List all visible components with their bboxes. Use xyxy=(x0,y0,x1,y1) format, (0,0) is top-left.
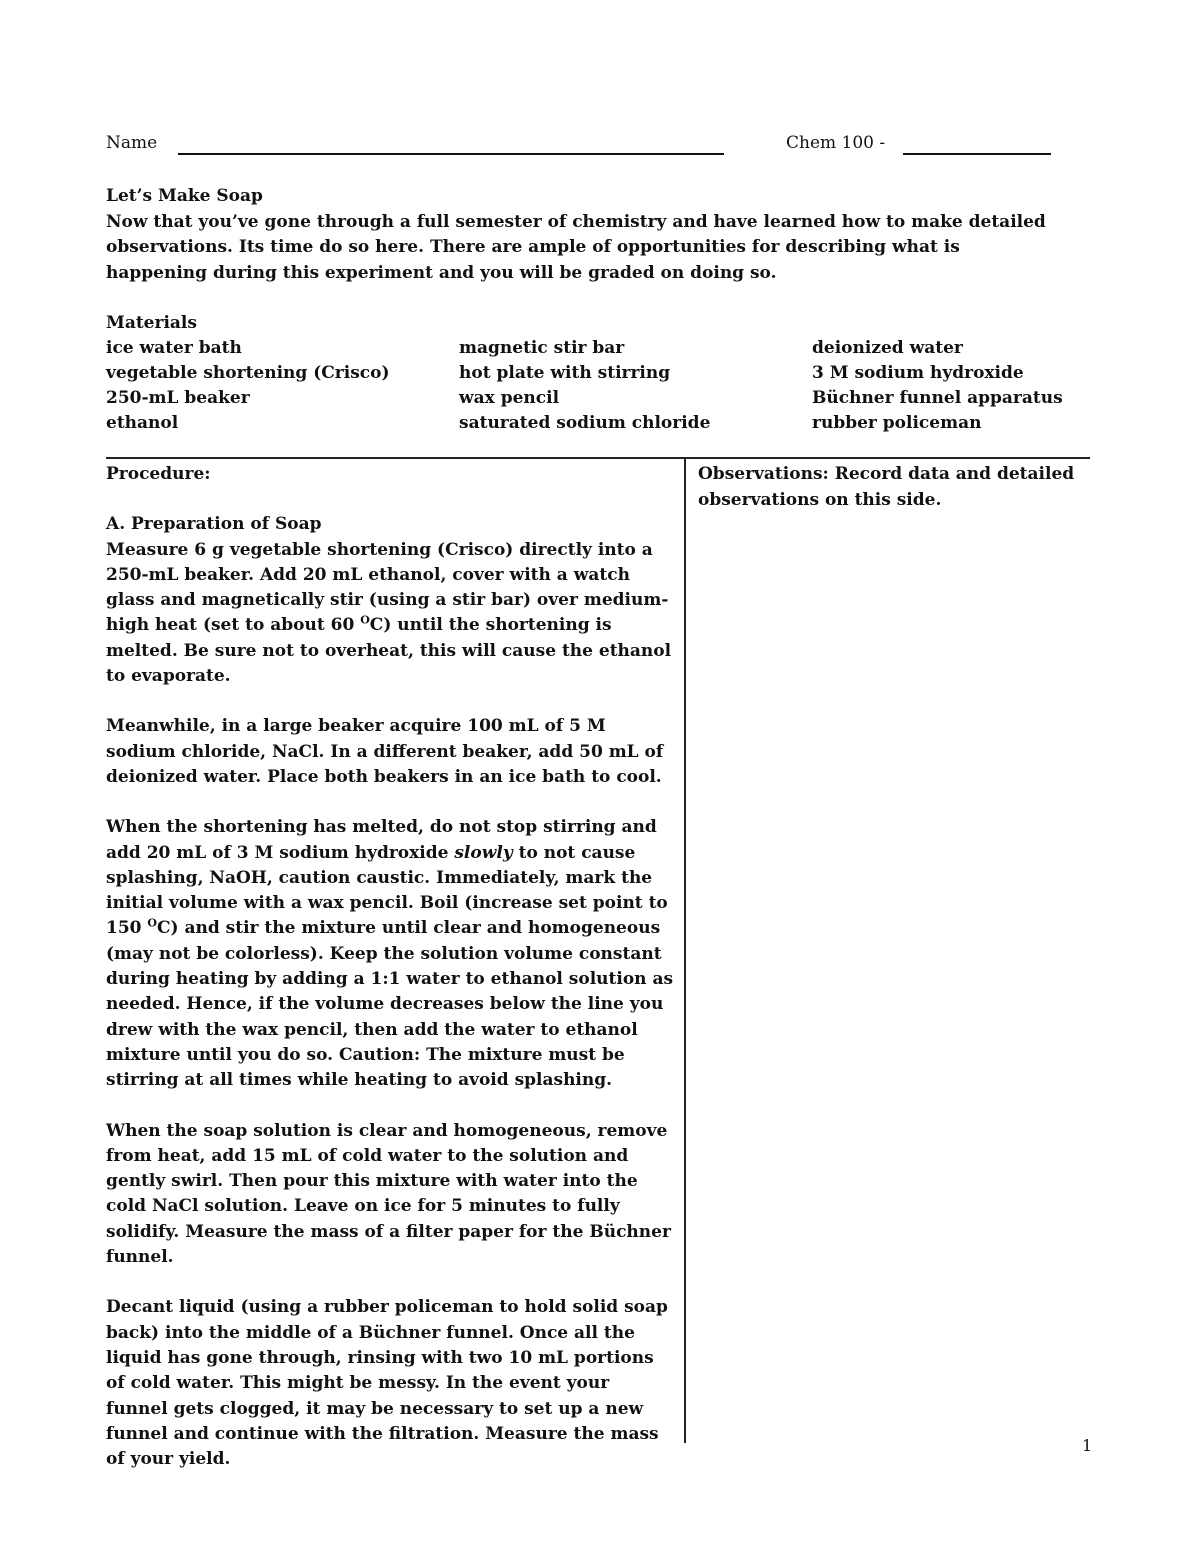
table-top-rule xyxy=(106,457,1090,459)
material-item: rubber policeman xyxy=(812,413,982,433)
observations-column xyxy=(698,462,1088,513)
document-title: Let’s Make Soap xyxy=(106,186,263,206)
observations-heading: Observations: Record data and detailed observations on this side. xyxy=(698,464,1075,510)
course-label: Chem 100 - xyxy=(786,133,886,153)
material-item: Büchner funnel apparatus xyxy=(812,388,1063,408)
material-item: 250-mL beaker xyxy=(106,388,250,408)
material-item: 3 M sodium hydroxide xyxy=(812,363,1024,383)
materials-list xyxy=(106,336,1066,436)
column-divider xyxy=(684,458,686,1443)
name-label: Name xyxy=(106,133,158,153)
intro-paragraph: Now that you’ve gone through a full semester of chemistry and have learned how to make detailed observations. Its time do so here. There are ample of opportunities for describing what is happening during this experiment and you will be graded on doing so. xyxy=(106,211,1046,283)
degree-mark: O xyxy=(147,916,157,930)
procedure-paragraph-5: Decant liquid (using a rubber policeman to hold solid soap back) into the middle of a Büchner funnel. Once all the liquid has gone through, rinsing with two 10 mL portions of cold water. This might be messy. In the event your funnel gets clogged, it may be necessary to set up a new funnel and continue with the filtration. Measure the mass of your yield. xyxy=(106,1297,668,1470)
procedure-paragraph-3: When the shortening has melted, do not stop stirring and add 20 mL of 3 M sodium hydroxide slowly to not cause splashing, NaOH, caution caustic. Immediately, mark the initial volume with a wax pencil. Boil (increase set point to 150 $^O$C) and stir the mixture until clear and homogeneous (may not be colorless). Keep the solution volume constant during heating by adding a 1:1 water to ethanol solution as needed. Hence, if the volume decreases below the line you drew with the wax pencil, then add the water to ethanol mixture until you do so. Caution: The mixture must be stirring at all times while heating to avoid splashing. xyxy=(106,817,674,1091)
material-item: magnetic stir bar xyxy=(459,338,625,358)
procedure-column xyxy=(106,462,676,1497)
header-row xyxy=(106,133,1056,159)
material-item: vegetable shortening (Crisco) xyxy=(106,363,390,383)
procedure-paragraph-1: Measure 6 g vegetable shortening (Crisco) directly into a 250-mL beaker. Add 20 mL ethanol, cover with a watch glass and magnetically stir (using a stir bar) over medium-high heat (set to about 60 $^O$C) until the shortening is melted. Be sure not to overheat, this will cause the ethanol to evaporate. xyxy=(106,539,672,687)
material-item: saturated sodium chloride xyxy=(459,413,711,433)
material-item: hot plate with stirring xyxy=(459,363,671,383)
procedure-paragraph-2: Meanwhile, in a large beaker acquire 100 mL of 5 M sodium chloride, NaCl. In a different beaker, add 50 mL of deionized water. Place both beakers in an ice bath to cool. xyxy=(106,716,664,787)
material-item: wax pencil xyxy=(459,388,560,408)
materials-section xyxy=(106,311,1066,436)
procedure-heading: Procedure: xyxy=(106,464,211,484)
section-a-heading: A. Preparation of Soap xyxy=(106,514,322,535)
course-blank-line xyxy=(903,153,1051,155)
emphasis-slowly: slowly xyxy=(454,842,513,863)
material-item: ice water bath xyxy=(106,338,242,358)
material-item: deionized water xyxy=(812,338,963,358)
material-item: ethanol xyxy=(106,413,179,433)
procedure-paragraph-4: When the soap solution is clear and homogeneous, remove from heat, add 15 mL of cold water to the solution and gently swirl. Then pour this mixture with water into the cold NaCl solution. Leave on ice for 5 minutes to fully solidify. Measure the mass of a filter paper for the Büchner funnel. xyxy=(106,1120,671,1268)
materials-heading: Materials xyxy=(106,313,197,333)
page-number: 1 xyxy=(1082,1436,1093,1455)
degree-mark: O xyxy=(360,613,370,627)
intro-section xyxy=(106,184,1066,286)
name-blank-line xyxy=(178,153,724,155)
